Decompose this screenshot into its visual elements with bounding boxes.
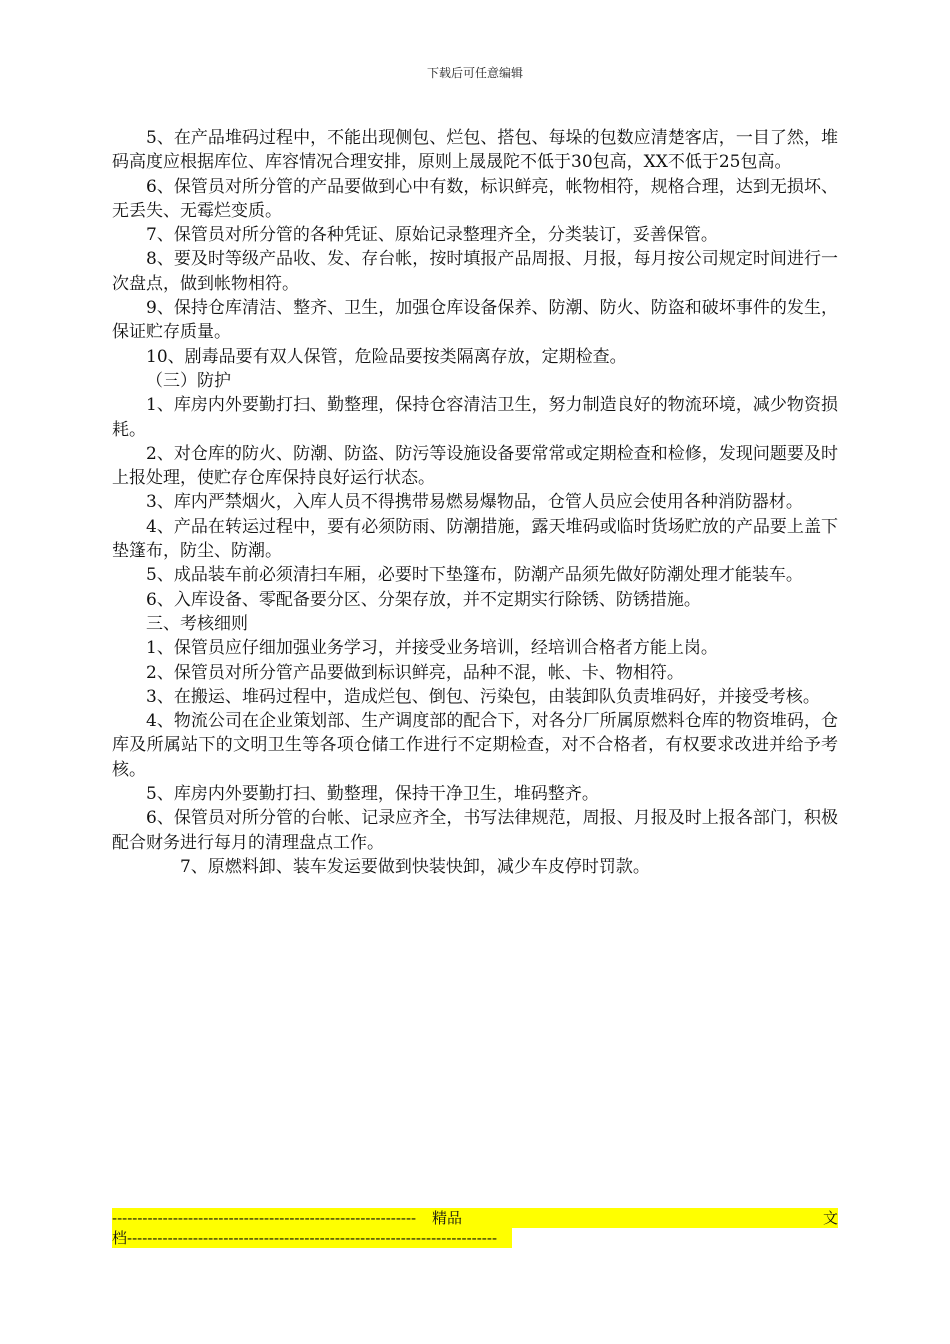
paragraph: 5、在产品堆码过程中，不能出现侧包、烂包、搭包、每垛的包数应清楚客店，一目了然，堆码高度应根据库位、库容情况合理安排，原则上晟晟陀不低于30包高，XX不低于25包高。 xyxy=(112,128,838,173)
paragraph: 6、入库设备、零配备要分区、分架存放，并不定期实行除锈、防锈措施。 xyxy=(146,589,701,610)
paragraph: 1、库房内外要勤打扫、勤整理，保持仓容清洁卫生，努力制造良好的物流环境，减少物资损耗。 xyxy=(112,395,838,440)
footer-char: 文 xyxy=(822,1209,838,1227)
footer-dashes-left: ------------------------------------------------------------ xyxy=(112,1208,432,1228)
paragraph: 4、物流公司在企业策划部、生产调度部的配合下，对各分厂所属原燃料仓库的物资堆码，仓库及所属站下的文明卫生等各项仓储工作进行不定期检查，对不合格者，有权要求改进并给予考核。 xyxy=(112,711,838,780)
paragraph: 6、保管员对所分管的台帐、记录应齐全，书写法律规范，周报、月报及时上报各部门，积极配合财务进行每月的清理盘点工作。 xyxy=(112,808,838,853)
section-heading: 三、考核细则 xyxy=(146,613,248,634)
document-body xyxy=(112,126,838,879)
footer-spacer xyxy=(462,1208,823,1228)
footer-char: 品 xyxy=(447,1209,463,1227)
paragraph: 2、对仓库的防火、防潮、防盗、防污等设施设备要常常或定期检查和检修，发现问题要及时上报处理，使贮存仓库保持良好运行状态。 xyxy=(112,443,838,489)
paragraph: 5、库房内外要勤打扫、勤整理，保持干净卫生，堆码整齐。 xyxy=(146,784,599,805)
paragraph: 1、保管员应仔细加强业务学习，并接受业务培训，经培训合格者方能上岗。 xyxy=(146,638,718,659)
paragraph: 3、在搬运、堆码过程中，造成烂包、倒包、污染包，由装卸队负责堆码好，并接受考核。 xyxy=(146,686,820,707)
paragraph: 4、产品在转运过程中，要有必须防雨、防潮措施，露天堆码或临时货场贮放的产品要上盖下垫篷布，防尘、防潮。 xyxy=(112,516,838,562)
page-header: 下载后可任意编辑 xyxy=(426,66,523,80)
paragraph: 5、成品装车前必须清扫车厢，必要时下垫篷布，防潮产品须先做好防潮处理才能装车。 xyxy=(146,565,803,586)
paragraph: 7、原燃料卸、装车发运要做到快装快卸，减少车皮停时罚款。 xyxy=(180,856,650,877)
paragraph: 9、保持仓库清洁、整齐、卫生，加强仓库设备保养、防潮、防火、防盗和破坏事件的发生，保证贮存质量。 xyxy=(112,298,838,343)
paragraph: 6、保管员对所分管的产品要做到心中有数，标识鲜亮，帐物相符，规格合理，达到无损坏、无丢失、无霉烂变质。 xyxy=(112,176,838,221)
footer-char: 精 xyxy=(432,1209,448,1227)
paragraph: 3、库内严禁烟火，入库人员不得携带易燃易爆物品，仓管人员应会使用各种消防器材。 xyxy=(146,492,803,513)
paragraph: 8、要及时等级产品收、发、存台帐，按时填报产品周报、月报，每月按公司规定时间进行一次盘点，做到帐物相符。 xyxy=(112,249,838,294)
paragraph: 10、剧毒品要有双人保管，危险品要按类隔离存放，定期检查。 xyxy=(146,346,627,367)
paragraph: 2、保管员对所分管产品要做到标识鲜亮，品种不混，帐、卡、物相符。 xyxy=(146,662,684,683)
footer-char: 档 xyxy=(112,1229,128,1247)
footer-line-1 xyxy=(112,1208,838,1228)
page-footer xyxy=(112,1208,838,1253)
footer-line-2 xyxy=(112,1228,512,1248)
section-heading: （三）防护 xyxy=(146,370,231,391)
footer-dashes-right: ------------------------------------------------------------------------- xyxy=(127,1229,498,1247)
paragraph: 7、保管员对所分管的各种凭证、原始记录整理齐全，分类装订，妥善保管。 xyxy=(146,225,718,246)
